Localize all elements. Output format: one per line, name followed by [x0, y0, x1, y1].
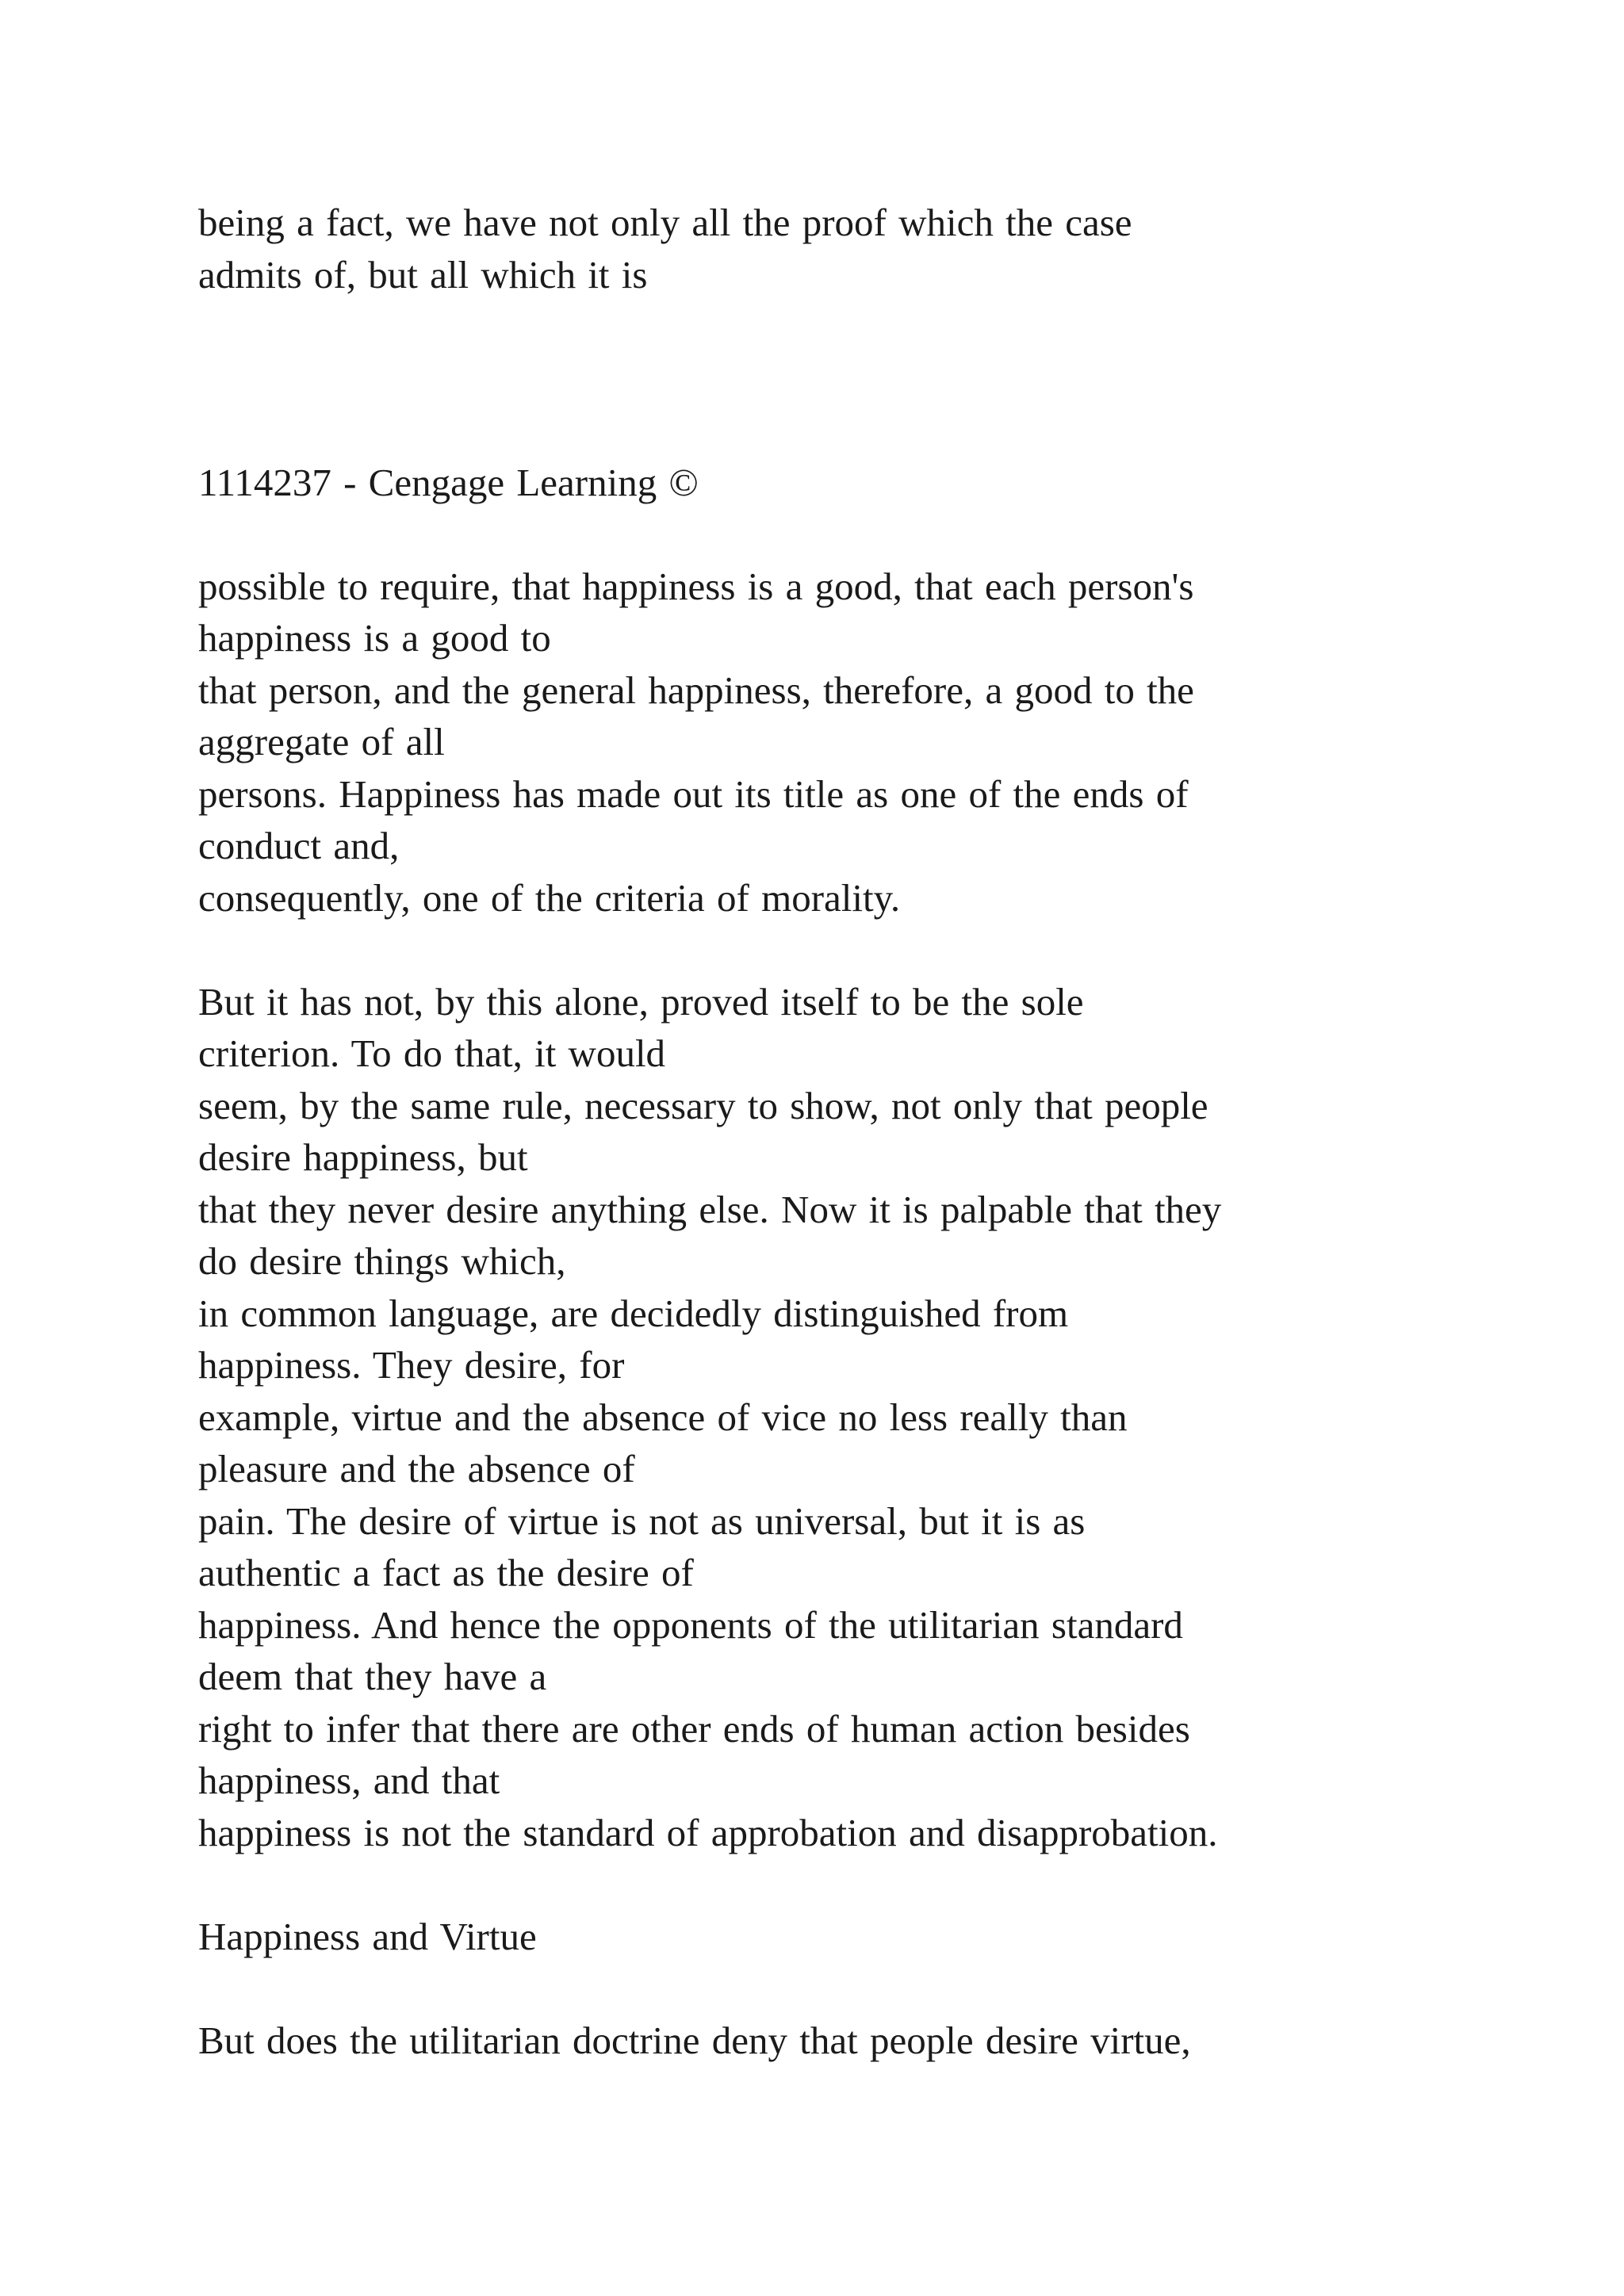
text-line: that person, and the general happiness, therefore, a good to the [198, 668, 1194, 712]
text-line: pain. The desire of virtue is not as universal, but it is as [198, 1498, 1086, 1543]
document-body [198, 197, 1499, 2066]
text-line: deem that they have a [198, 1655, 547, 1698]
text-line: possible to require, that happiness is a good, that each person's [198, 564, 1194, 608]
paragraph-2 [198, 561, 1499, 924]
text-line: conduct and, [198, 824, 400, 867]
text-line: seem, by the same rule, necessary to show, not only that people [198, 1083, 1208, 1127]
paragraph-1 [198, 197, 1499, 300]
section-heading: Happiness and Virtue [198, 1914, 537, 1958]
copyright-notice: 1114237 - Cengage Learning © [198, 460, 699, 504]
text-line: authentic a fact as the desire of [198, 1551, 694, 1594]
text-line: But does the utilitarian doctrine deny that people desire virtue, [198, 2018, 1191, 2062]
text-line: criterion. To do that, it would [198, 1031, 666, 1075]
paragraph-4 [198, 2015, 1499, 2067]
text-line: happiness, and that [198, 1758, 500, 1802]
text-line: that they never desire anything else. Now it is palpable that they [198, 1187, 1222, 1231]
text-line: persons. Happiness has made out its title as one of the ends of [198, 771, 1189, 816]
text-line: happiness. And hence the opponents of the utilitarian standard [198, 1602, 1183, 1647]
text-line: happiness. They desire, for [198, 1343, 625, 1387]
text-line: But it has not, by this alone, proved itself to be the sole [198, 979, 1084, 1024]
text-line: being a fact, we have not only all the proof which the case [198, 201, 1132, 244]
text-line: admits of, but all which it is [198, 252, 648, 297]
text-line: desire happiness, but [198, 1135, 528, 1179]
text-line: in common language, are decidedly distinguished from [198, 1291, 1069, 1335]
text-line: aggregate of all [198, 720, 445, 763]
paragraph-3 [198, 976, 1499, 1859]
text-line: pleasure and the absence of [198, 1447, 635, 1490]
text-line: right to infer that there are other ends of human action besides [198, 1706, 1190, 1751]
text-line: example, virtue and the absence of vice no less really than [198, 1395, 1128, 1439]
text-line: do desire things which, [198, 1239, 566, 1283]
text-line: consequently, one of the criteria of morality. [198, 875, 901, 920]
text-line: happiness is not the standard of approbation and disapprobation. [198, 1810, 1218, 1854]
text-line: happiness is a good to [198, 616, 551, 660]
